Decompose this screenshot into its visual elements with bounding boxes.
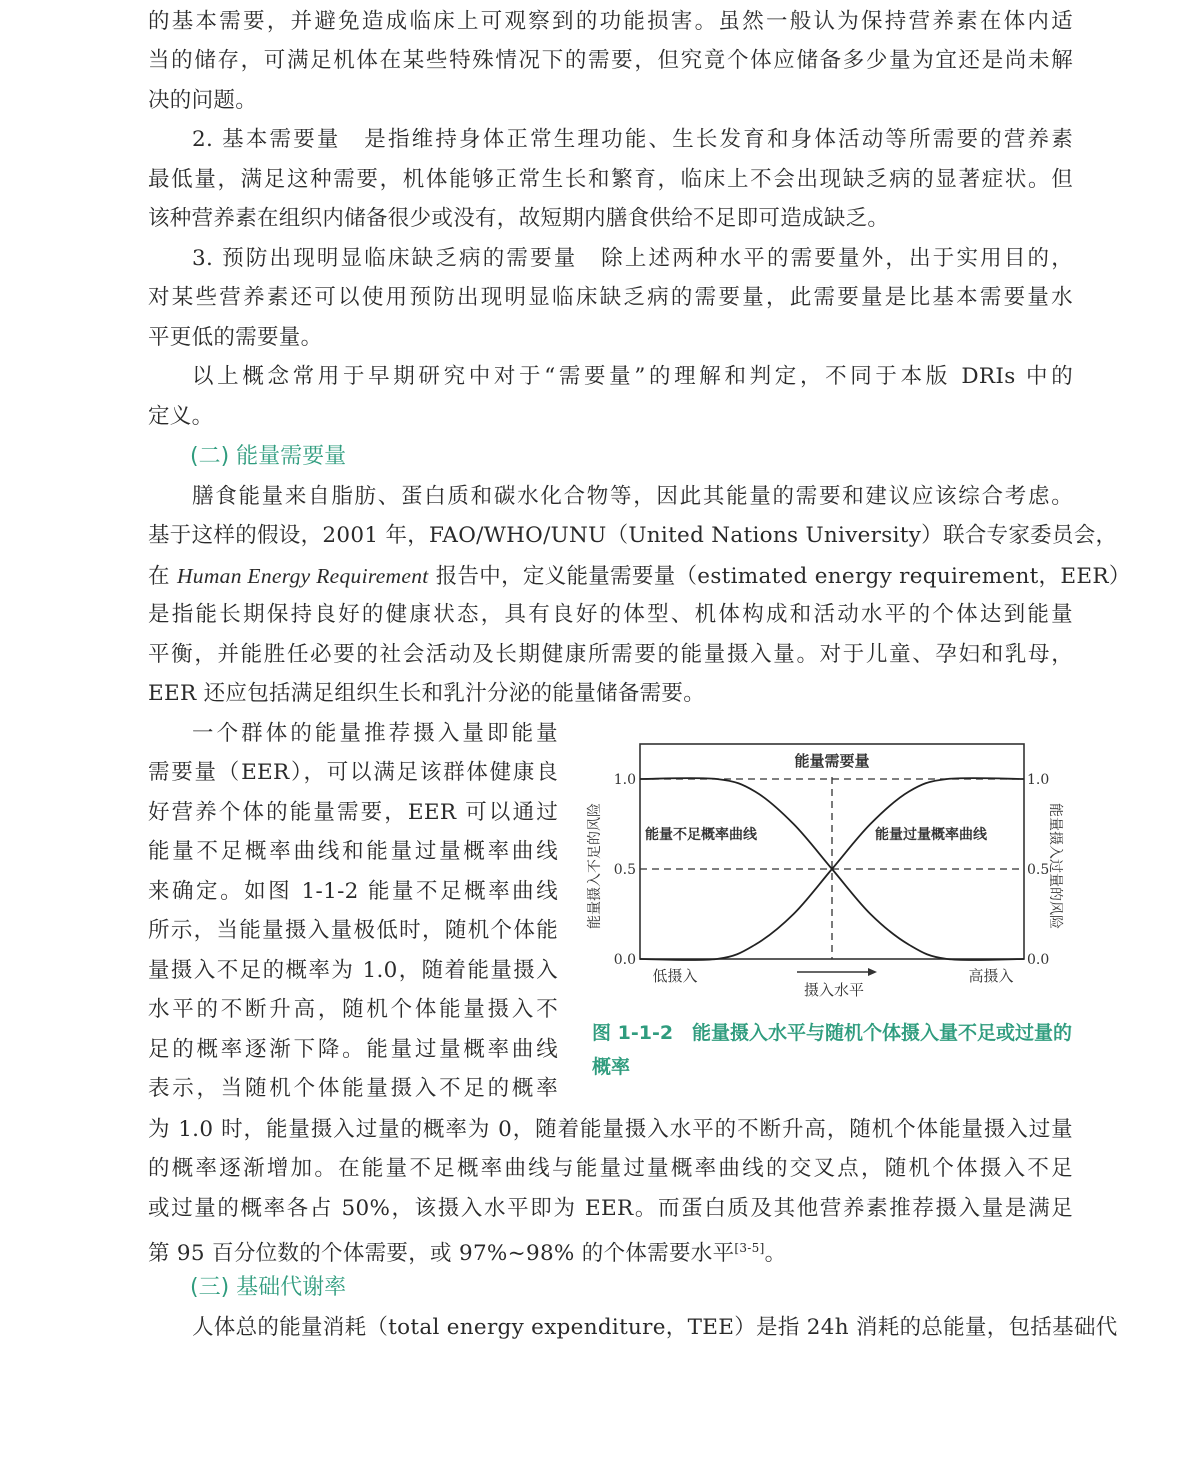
text-line: 足的概率逐渐下降。能量过量概率曲线	[148, 1037, 558, 1062]
text-line: 的基本需要，并避免造成临床上可观察到的功能损害。虽然一般认为保持营养素在体内适	[148, 9, 1073, 34]
x-tick-low: 低摄入	[652, 967, 698, 985]
text-line: 当的储存，可满足机体在某些特殊情况下的需要，但究竟个体应储备多少量为宜还是尚未解	[148, 48, 1073, 73]
section-heading: (三) 基础代谢率	[190, 1275, 347, 1300]
y-tick-right: 0.5	[1027, 862, 1050, 878]
y-tick-right: 0.0	[1027, 952, 1050, 968]
y-axis-label-left: 能量摄入不足的风险	[587, 803, 603, 929]
text-line: 3. 预防出现明显临床缺乏病的需要量 除上述两种水平的需要量外，出于实用目的，	[192, 246, 1073, 271]
series-label-excess: 能量过量概率曲线	[875, 827, 987, 843]
x-tick-high: 高摄入	[968, 967, 1014, 985]
section-heading: (二) 能量需要量	[190, 444, 347, 469]
text-line: 以上概念常用于早期研究中对于“需要量”的理解和判定，不同于本版 DRIs 中的	[192, 364, 1073, 389]
text-line: 是指能长期保持良好的健康状态，具有良好的体型、机体构成和活动水平的个体达到能量	[148, 602, 1073, 627]
text-line: 决的问题。	[148, 88, 258, 113]
y-tick-left: 0.5	[613, 862, 636, 878]
text-line: 2. 基本需要量 是指维持身体正常生理功能、生长发育和身体活动等所需要的营养素	[192, 127, 1073, 152]
text-span: 在	[148, 564, 170, 589]
citation-superscript: [3-5]	[734, 1241, 765, 1255]
text-line: 需要量（EER），可以满足该群体健康良	[148, 760, 558, 785]
text-line: 来确定。如图 1-1-2 能量不足概率曲线	[148, 879, 558, 904]
text-line	[148, 556, 1131, 596]
text-line: 平衡，并能胜任必要的社会活动及长期健康所需要的能量摄入量。对于儿童、孕妇和乳母，	[148, 642, 1073, 667]
text-line: 为 1.0 时，能量摄入过量的概率为 0，随着能量摄入水平的不断升高，随机个体能量摄入过量	[148, 1117, 1073, 1142]
y-tick-right: 1.0	[1027, 772, 1050, 788]
text-line: 膳食能量来自脂肪、蛋白质和碳水化合物等，因此其能量的需要和建议应该综合考虑。	[192, 484, 1073, 509]
text-line: 人体总的能量消耗（total energy expenditure，TEE）是指 24h 消耗的总能量，包括基础代	[192, 1315, 1118, 1340]
y-tick-left: 1.0	[613, 772, 636, 788]
text-line	[148, 1228, 1073, 1268]
figure-1-1-2	[585, 738, 1085, 1008]
text-line: 最低量，满足这种需要，机体能够正常生长和繁育，临床上不会出现缺乏病的显著症状。但	[148, 167, 1073, 192]
figure-caption: 图 1-1-2 能量摄入水平与随机个体摄入量不足或过量的概率	[592, 1022, 1073, 1078]
x-axis-label: 摄入水平	[803, 981, 865, 999]
series-label-deficiency: 能量不足概率曲线	[645, 827, 757, 843]
text-span: 报告中，定义能量需要量（estimated energy requirement，EER）	[435, 564, 1131, 589]
text-span: 第 95 百分位数的个体需要，或 97%~98% 的个体需要水平	[148, 1241, 735, 1266]
italic-title: Human Energy Requirement	[176, 564, 429, 588]
text-line: 的概率逐渐增加。在能量不足概率曲线与能量过量概率曲线的交叉点，随机个体摄入不足	[148, 1156, 1073, 1181]
text-line: EER 还应包括满足组织生长和乳汁分泌的能量储备需要。	[148, 681, 706, 706]
y-tick-left: 0.0	[613, 952, 636, 968]
chart-title: 能量需要量	[794, 752, 870, 770]
text-line: 能量不足概率曲线和能量过量概率曲线	[148, 839, 558, 864]
arrow-head-icon	[868, 968, 877, 976]
text-line: 好营养个体的能量需要，EER 可以通过	[148, 800, 558, 825]
text-line: 表示，当随机个体能量摄入不足的概率	[148, 1076, 558, 1101]
text-line: 一个群体的能量推荐摄入量即能量	[192, 721, 558, 746]
text-line: 平更低的需要量。	[148, 325, 323, 350]
text-line: 所示，当能量摄入量极低时，随机个体能	[148, 918, 558, 943]
text-line: 定义。	[148, 404, 214, 429]
text-span: 。	[764, 1241, 787, 1266]
text-line: 对某些营养素还可以使用预防出现明显临床缺乏病的需要量，此需要量是比基本需要量水	[148, 285, 1073, 310]
text-line: 基于这样的假设，2001 年，FAO/WHO/UNU（United Nations University）联合专家委员会，	[148, 523, 1118, 548]
text-line: 水平的不断升高，随机个体能量摄入不	[148, 997, 558, 1022]
y-axis-label-right: 能量摄入过量的风险	[1047, 803, 1063, 929]
probability-chart	[585, 738, 1085, 1008]
text-line: 或过量的概率各占 50%，该摄入水平即为 EER。而蛋白质及其他营养素推荐摄入量是满足	[148, 1196, 1073, 1221]
text-line: 该种营养素在组织内储备很少或没有，故短期内膳食供给不足即可造成缺乏。	[148, 206, 890, 231]
text-line: 量摄入不足的概率为 1.0，随着能量摄入	[148, 958, 558, 983]
